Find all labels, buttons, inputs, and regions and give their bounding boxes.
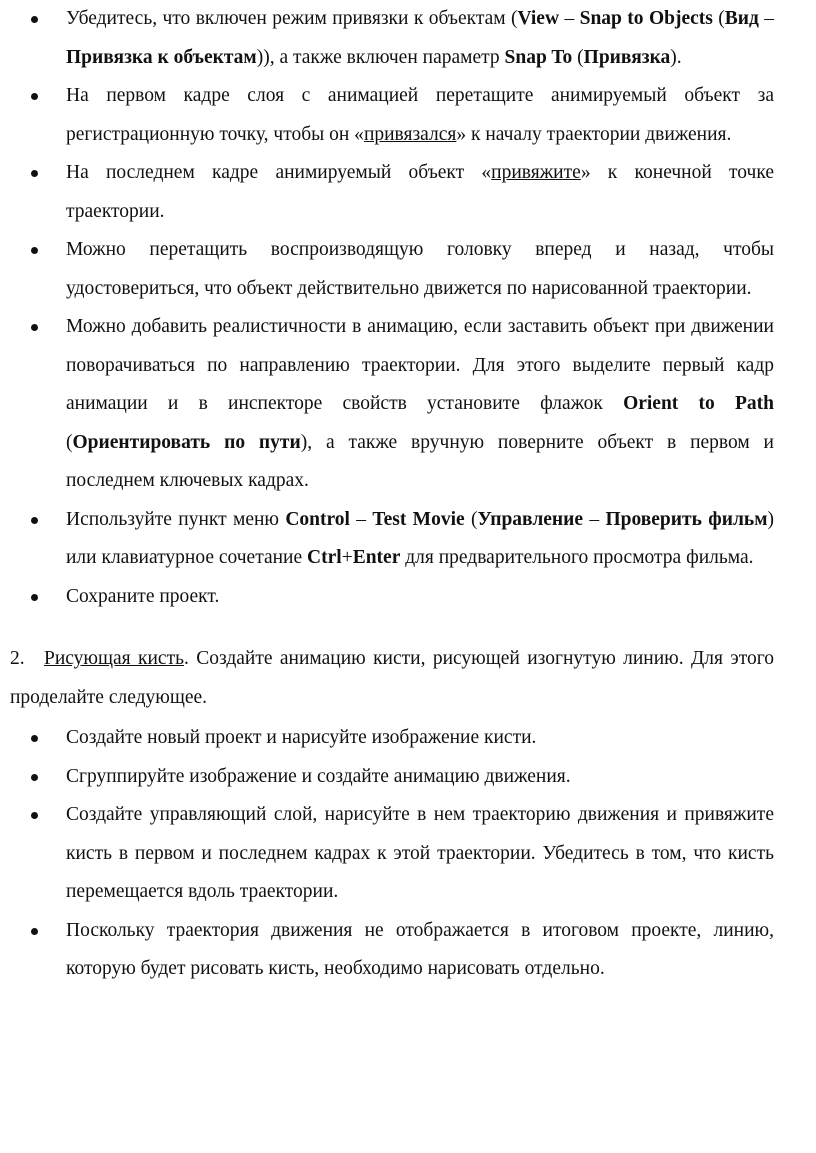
bold-term: Ctrl: [307, 547, 342, 568]
bold-term: View: [517, 8, 560, 29]
bold-term: Orient to Path: [623, 393, 774, 414]
bold-term: Привязка к объектам: [66, 46, 257, 68]
bullet-icon: [31, 517, 38, 524]
text-segment: )), а также включен параметр: [256, 46, 505, 68]
text-segment: (: [572, 46, 584, 68]
list-item: [0, 578, 816, 617]
text-segment: Сохраните проект.: [66, 585, 220, 607]
list-item: [0, 0, 816, 77]
list-item: [0, 231, 816, 308]
bullet-icon: [31, 324, 38, 331]
text-segment: На последнем кадре анимируемый объект «: [66, 162, 492, 183]
section-title: Рисующая кисть: [44, 648, 184, 669]
bold-term: Control: [285, 508, 350, 530]
text-segment: для предварительного просмотра фильма.: [400, 547, 754, 568]
text-segment: Убедитесь, что включен режим привязки к объектам (: [66, 8, 518, 29]
bullet-icon: [31, 594, 38, 601]
section-number: 2.: [10, 648, 25, 669]
text-segment: » к конечной точке траектории.: [66, 162, 775, 222]
list-item: [0, 912, 816, 989]
text-segment: На первом кадре слоя с анимацией перетащите анимируемый объект за регистрационную точку, чтобы он «: [66, 85, 774, 145]
list-item: [0, 501, 816, 578]
bullet-icon: [31, 735, 38, 742]
text-segment: Поскольку траектория движения не отображается в итоговом проекте, линию, которую будет рисовать кисть, необходимо нарисовать отдельно.: [66, 919, 774, 979]
text-segment: Можно добавить реалистичности в анимацию, если заставить объект при движении поворачиваться по направлению траектории. Для этого выделите первый кадр анимации и в инспекторе свойств установите флажок: [66, 316, 774, 414]
text-segment: ).: [670, 46, 682, 68]
bold-term: Test Movie: [372, 508, 465, 530]
list-item: [0, 154, 816, 231]
list-item: [0, 758, 816, 797]
bold-term: Вид: [724, 8, 759, 29]
bold-term: Enter: [352, 547, 401, 568]
bold-term: Проверить фильм: [605, 508, 768, 530]
text-segment: » к началу траектории движения.: [456, 123, 732, 145]
bold-term: Привязка: [583, 46, 671, 68]
text-segment: –: [559, 8, 580, 29]
bullet-icon: [31, 928, 38, 935]
text-segment: Используйте пункт меню: [66, 508, 286, 530]
text-segment: Создайте новый проект и нарисуйте изображение кисти.: [66, 727, 537, 748]
bold-term: Snap To: [504, 46, 573, 68]
text-segment: Сгруппируйте изображение и создайте анимацию движения.: [66, 765, 571, 787]
text-segment: ), а также вручную поверните объект в первом и последнем ключевых кадрах.: [66, 431, 774, 491]
list-item: [0, 77, 816, 154]
bold-term: Управление: [477, 508, 584, 530]
bullet-icon: [31, 170, 38, 177]
text-segment: –: [583, 508, 606, 530]
bullet-icon: [31, 93, 38, 100]
text-segment: Можно перетащить воспроизводящую головку вперед и назад, чтобы удостовериться, что объект действительно движется по нарисованной траектории.: [66, 239, 774, 299]
text-segment: –: [758, 8, 775, 29]
list-item: [0, 796, 816, 912]
list-item: [0, 308, 816, 501]
section-2-paragraph: [0, 640, 816, 717]
bold-term: Snap to Objects: [579, 8, 713, 29]
text-segment: ) или клавиатурное сочетание: [66, 508, 774, 568]
underlined-term: привязался: [363, 123, 457, 145]
text-segment: +: [341, 547, 353, 568]
underlined-term: привяжите: [491, 162, 581, 183]
text-segment: –: [349, 508, 373, 530]
bullet-icon: [31, 774, 38, 781]
list-item: [0, 719, 816, 758]
text-segment: (: [464, 508, 478, 530]
bullet-icon: [31, 812, 38, 819]
text-segment: Создайте управляющий слой, нарисуйте в нем траекторию движения и привяжите кисть в первом и последнем кадрах к этой траектории. Убедитесь в том, что кисть перемещается вдоль траектории.: [66, 804, 774, 902]
bullet-icon: [31, 247, 38, 254]
text-segment: (: [712, 8, 725, 29]
instruction-list-2: [0, 719, 816, 989]
section-intro-text: . Создайте анимацию кисти, рисующей изогнутую линию. Для этого проделайте следующее.: [10, 648, 774, 708]
bold-term: Ориентировать по пути: [72, 431, 301, 453]
bullet-icon: [31, 16, 38, 23]
text-segment: (: [66, 431, 73, 453]
